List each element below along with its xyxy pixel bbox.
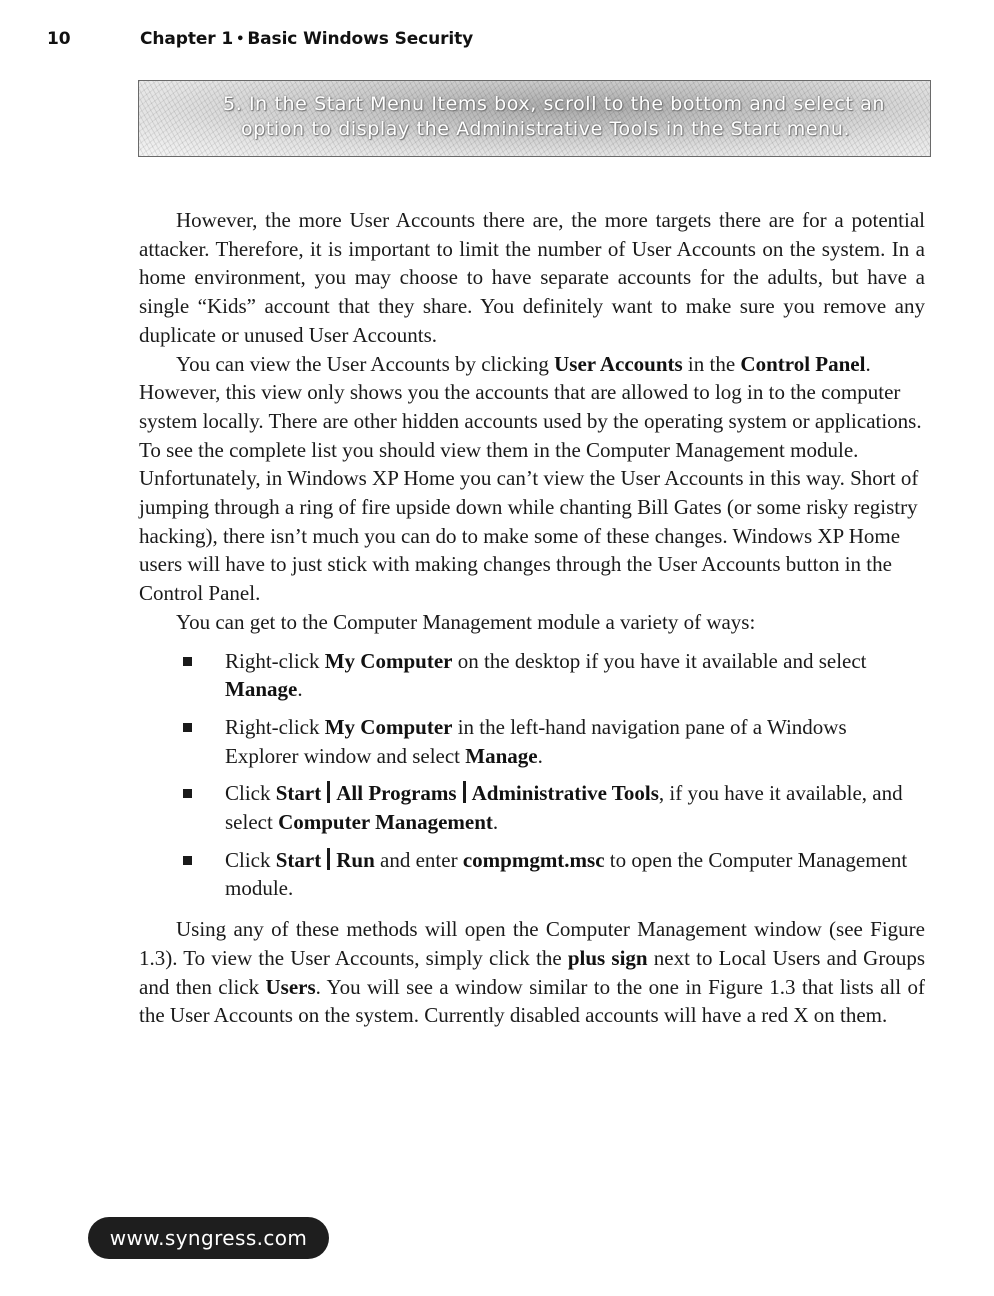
menu-path-separator — [463, 781, 466, 803]
banner-line-2: option to display the Administrative Tools in the Start menu. — [241, 118, 851, 140]
methods-list — [139, 647, 925, 904]
text-run: . — [537, 743, 543, 768]
bold-term: All Programs — [336, 781, 457, 806]
page-number: 10 — [47, 29, 71, 49]
bold-term: Control Panel — [740, 351, 866, 376]
bold-term: Start — [275, 847, 322, 872]
paragraph-2 — [139, 350, 925, 608]
text-run: . — [297, 677, 303, 702]
list-item — [139, 779, 925, 836]
text-run: . You will see a window similar to the one in Figure 1.3 that lists all of the User Accounts on the system. Currently disabled accounts will have a red X on them. — [139, 974, 925, 1028]
text-run: Right-click — [225, 648, 325, 673]
bold-term: plus sign — [567, 945, 648, 970]
bold-term: Manage — [225, 677, 298, 702]
square-bullet-icon — [183, 789, 192, 798]
paragraph-3: You can get to the Computer Management module a variety of ways: — [176, 609, 756, 634]
banner-line-1: 5. In the Start Menu Items box, scroll to the bottom and select an — [223, 93, 885, 115]
text-run: Using any of these methods will open the Computer Management window (see Figure 1.3). To view the User Accounts, simply click the — [139, 917, 925, 970]
text-run: Click — [225, 781, 276, 806]
bold-term: Administrative Tools — [471, 781, 659, 806]
bold-term: compmgmt.msc — [462, 847, 605, 872]
list-item — [139, 647, 925, 704]
page-body — [139, 206, 925, 1030]
text-run: and enter — [374, 847, 463, 872]
paragraph-1: However, the more User Accounts there are, the more targets there are for a potential attacker. Therefore, it is important to limit the number of User Accounts on the system. In a home environment, you may choose to have separate accounts for the adults, but have a single “Kids” account that they share. You definitely want to make sure you remove any duplicate or unused User Accounts. — [139, 208, 925, 347]
text-run: , if you have it available, and select — [225, 781, 903, 835]
bold-term: My Computer — [324, 714, 453, 739]
text-run: in the — [682, 351, 741, 376]
bold-term: My Computer — [324, 648, 453, 673]
square-bullet-icon — [183, 723, 192, 732]
paragraph-4 — [139, 915, 925, 1030]
page-header — [47, 29, 473, 49]
bold-term: Run — [336, 847, 375, 872]
screenshot-caption-banner — [138, 80, 931, 157]
menu-path-separator — [327, 848, 330, 870]
list-item — [139, 713, 925, 770]
text-run: Right-click — [225, 714, 325, 739]
bold-term: Users — [265, 974, 316, 999]
menu-path-separator — [327, 781, 330, 803]
text-run: You can view the User Accounts by clicking — [176, 351, 555, 376]
text-run: on the desktop if you have it available and select — [452, 648, 867, 673]
header-separator: • — [236, 32, 245, 47]
text-run: . However, this view only shows you the accounts that are allowed to log in to the computer system locally. There are other hidden accounts used by the operating system or applications. To see the complete list you should view them in the Computer Management module. Unfortunately, in Windows XP Home you can’t view the User Accounts in this way. Short of jumping through a ring of fire upside down while chanting Bill Gates (or some risky registry hacking), there isn’t much you can do to make some of these changes. Windows XP Home users will have to just stick with making changes through the User Accounts button in the Control Panel. — [139, 351, 922, 606]
chapter-label: Chapter 1 — [140, 29, 234, 49]
text-run: Click — [225, 847, 276, 872]
publisher-url-badge: www.syngress.com — [88, 1217, 329, 1259]
bold-term: Computer Management — [278, 810, 493, 835]
square-bullet-icon — [183, 856, 192, 865]
list-item — [139, 846, 925, 903]
text-run: . — [492, 810, 499, 835]
text-run: next to Local Users and Groups and then click — [139, 945, 925, 999]
bold-term: Manage — [465, 743, 538, 768]
text-run: to open the Computer Management module. — [225, 847, 908, 901]
bold-term: Start — [275, 781, 322, 806]
chapter-title: Basic Windows Security — [247, 29, 474, 49]
text-run: in the left-hand navigation pane of a Windows Explorer window and select — [225, 714, 847, 768]
bold-term: User Accounts — [554, 351, 683, 376]
square-bullet-icon — [183, 657, 192, 666]
